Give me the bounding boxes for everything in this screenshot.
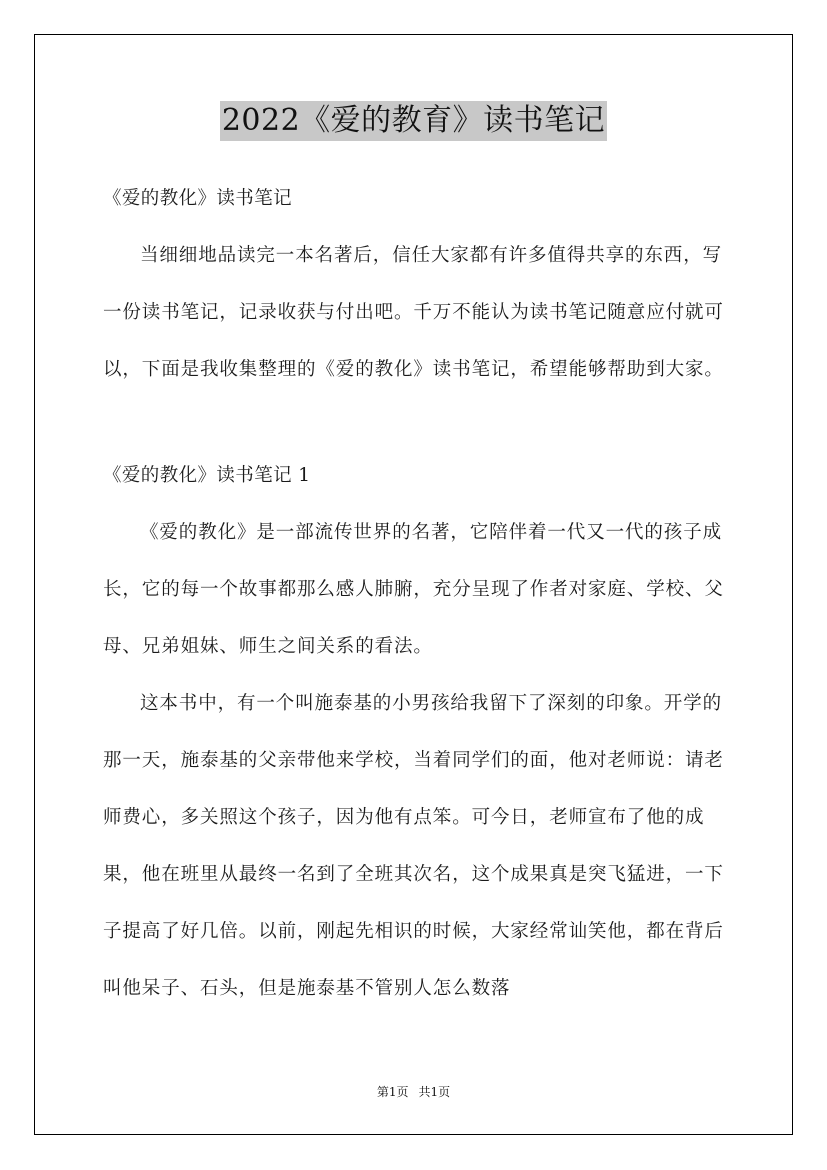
document-title: 2022《爱的教育》读书笔记: [220, 101, 607, 141]
section-heading: 《爱的教化》读书笔记 1: [103, 465, 311, 486]
intro-paragraph: 当细细地品读完一本名著后，信任大家都有许多值得共享的东西，写一份读书笔记，记录收获与付出吧。千万不能认为读书笔记随意应付就可以，下面是我收集整理的《爱的教化》读书笔记，希望能够帮助到大家。: [103, 245, 724, 380]
title-container: [0, 101, 827, 141]
page-footer: [0, 1083, 827, 1100]
document-body: [103, 170, 733, 1017]
page-total: 共1页: [418, 1085, 451, 1099]
subtitle: 《爱的教化》读书笔记: [103, 188, 293, 209]
page-number: 第1页: [376, 1085, 409, 1099]
body-paragraph-1: 《爱的教化》是一部流传世界的名著，它陪伴着一代又一代的孩子成长，它的每一个故事都那么感人肺腑，充分呈现了作者对家庭、学校、父母、兄弟姐妹、师生之间关系的看法。: [103, 522, 724, 657]
body-paragraph-2: 这本书中，有一个叫施泰基的小男孩给我留下了深刻的印象。开学的那一天，施泰基的父亲带他来学校，当着同学们的面，他对老师说：请老师费心，多关照这个孩子，因为他有点笨。可今日，老师宣布了他的成果，他在班里从最终一名到了全班其次名，这个成果真是突飞猛进，一下子提高了好几倍。以前，刚起先相识的时候，大家经常讪笑他，都在背后叫他呆子、石头，但是施泰基不管别人怎么数落: [103, 693, 724, 999]
